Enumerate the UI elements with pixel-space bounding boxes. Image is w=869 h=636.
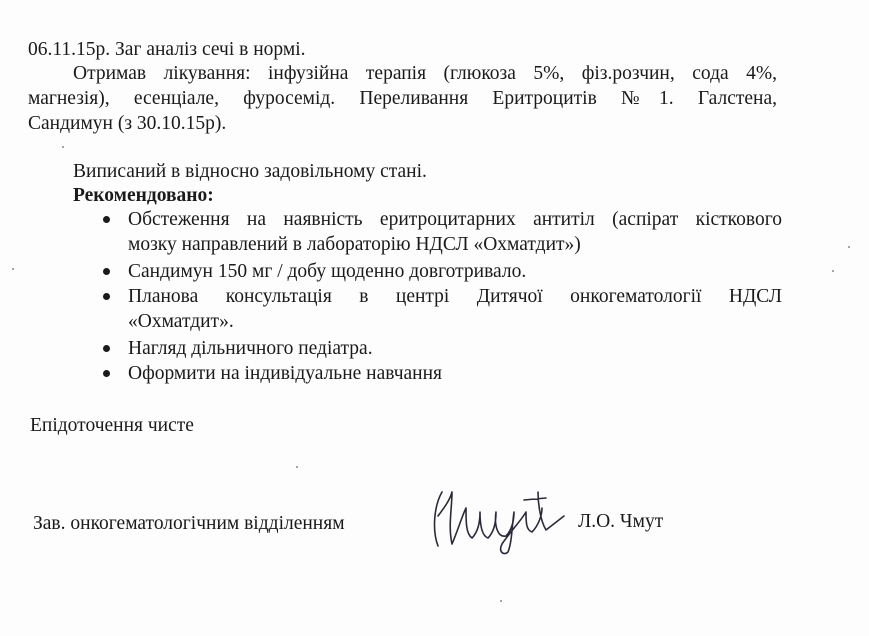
scan-speck xyxy=(848,246,850,248)
handwritten-signature xyxy=(428,486,568,556)
recommendation-item-3-line-1: Планова консультація в центрі Дитячої онкогематології НДСЛ xyxy=(128,286,782,307)
scan-speck xyxy=(62,146,64,148)
recommendation-item-2: Сандимун 150 мг / добу щоденно довготривало. xyxy=(128,261,527,282)
recommendation-item-1-line-1: Обстеження на наявність еритроцитарних антитіл (аспірат кісткового xyxy=(128,209,782,230)
bullet-dot xyxy=(103,345,110,352)
recommendation-item-5: Оформити на індивідуальне навчання xyxy=(128,363,443,384)
recommendation-item-4: Нагляд дільничного педіатра. xyxy=(128,338,373,359)
recommendation-item-1-line-2: мозку направлений в лабораторію НДСЛ «Охматдит») xyxy=(128,234,581,255)
treatment-line-2: магнезія), есенціале, фуросемід. Переливання Еритроцитів №1. Галстена, xyxy=(28,88,777,109)
head-physician-name: Л.О. Чмут xyxy=(578,511,664,532)
scan-speck xyxy=(500,600,502,602)
epidotochennya-line: Епідоточення чисте xyxy=(30,415,194,436)
scan-speck xyxy=(296,466,298,468)
bullet-dot xyxy=(103,293,110,300)
treatment-line-3: Сандимун (з 30.10.15р). xyxy=(28,113,227,134)
recommendation-item-3-line-2: «Охматдит». xyxy=(128,311,234,332)
bullet-dot xyxy=(103,216,110,223)
treatment-line-1: Отримав лікування: інфузійна терапія (глюкоза 5%, фіз.розчин, сода 4%, xyxy=(73,63,777,84)
bullet-dot xyxy=(103,268,110,275)
scan-speck xyxy=(12,268,14,270)
bullet-dot xyxy=(103,370,110,377)
recommendations-heading: Рекомендовано: xyxy=(73,185,214,206)
discharge-line: Виписаний в відносно задовільному стані. xyxy=(73,161,427,182)
urinalysis-line: 06.11.15р. Заг аналіз сечі в нормі. xyxy=(28,39,306,60)
department-head-title: Зав. онкогематологічним відділенням xyxy=(33,513,345,534)
scan-speck xyxy=(832,270,834,272)
